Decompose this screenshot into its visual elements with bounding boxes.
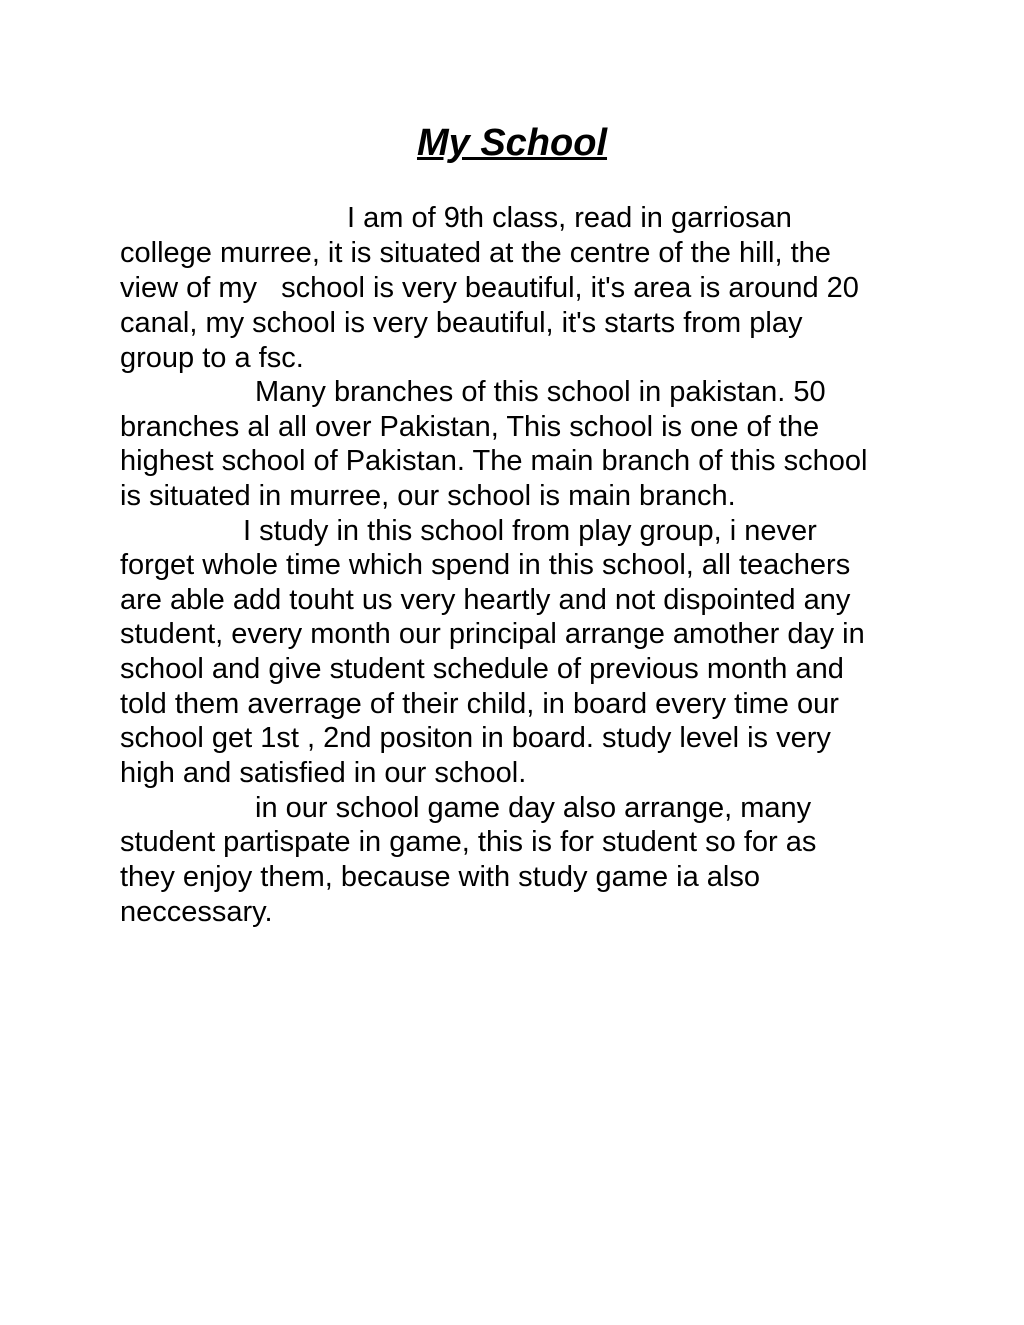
text-line: highest school of Pakistan. The main branch of this school [120,445,868,477]
text-line: school get 1st , 2nd positon in board. study level is very [120,722,831,754]
text-line: college murree, it is situated at the centre of the hill, the [120,237,831,269]
text-line: student partispate in game, this is for student so for as [120,826,817,858]
text-line: told them averrage of their child, in board every time our [120,688,839,720]
text-line: in our school game day also arrange, many [255,792,812,824]
text-line: neccessary. [120,896,273,928]
text-line: I study in this school from play group, i never [243,515,817,547]
text-line: school and give student schedule of previous month and [120,653,844,685]
document-title: My School [416,122,608,164]
text-line: view of my school is very beautiful, it's area is around 20 [120,272,859,304]
text-line: group to a fsc. [120,342,304,374]
text-line: high and satisfied in our school. [120,757,527,789]
text-line: student, every month our principal arrange amother day in [120,618,865,650]
text-line: I am of 9th class, read in garriosan [347,202,792,234]
text-line: are able add touht us very heartly and not dispointed any [120,584,851,616]
text-line: they enjoy them, because with study game ia also [120,861,760,893]
text-line: is situated in murree, our school is main branch. [120,480,736,512]
text-line: canal, my school is very beautiful, it's starts from play [120,307,803,339]
text-line: forget whole time which spend in this school, all teachers [120,549,851,581]
text-line: branches al all over Pakistan, This school is one of the [120,411,820,443]
text-line: Many branches of this school in pakistan. 50 [255,376,826,408]
